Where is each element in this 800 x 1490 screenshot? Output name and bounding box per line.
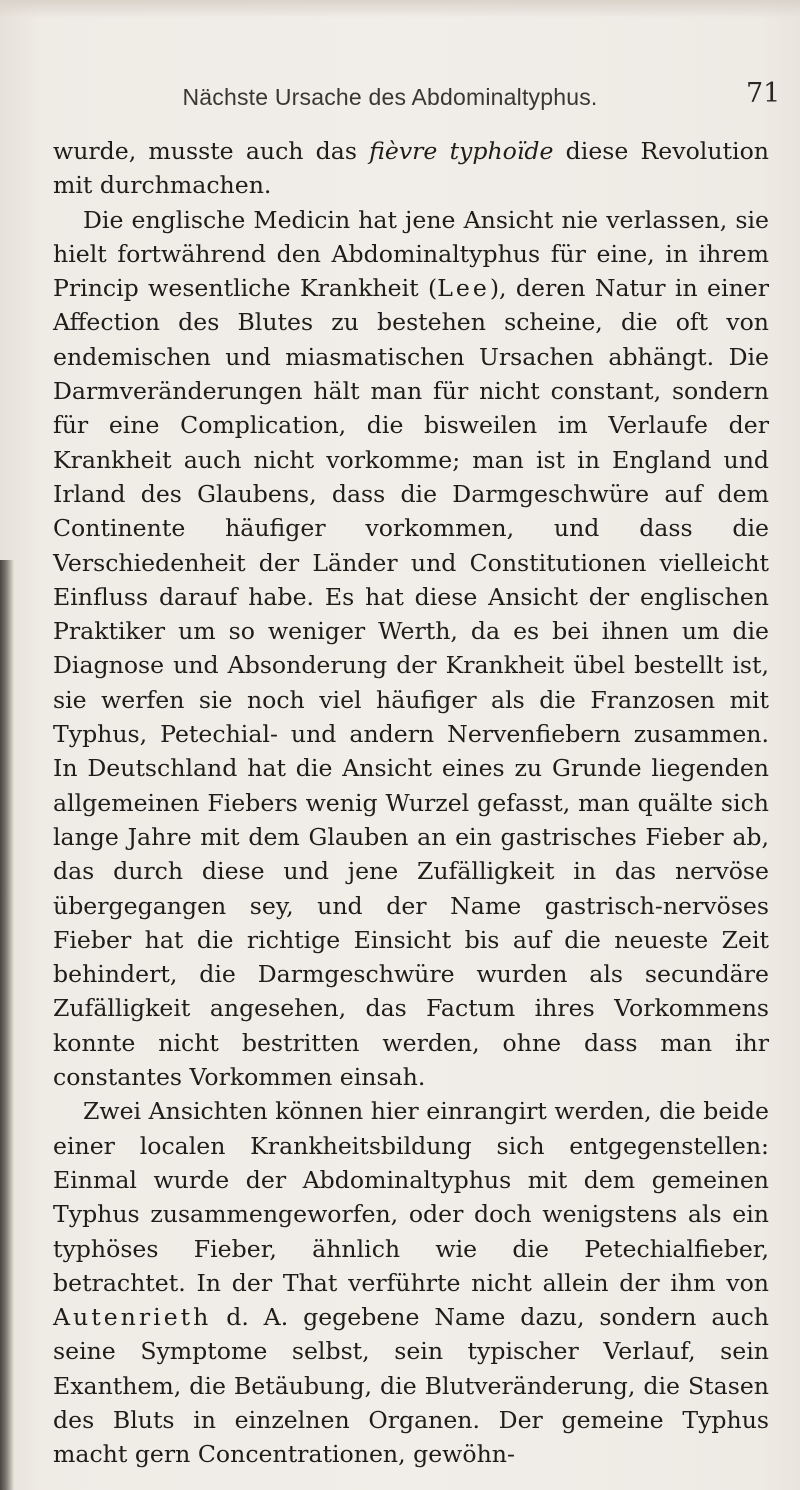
paragraph-3-trail: d. A. gegebene Name dazu, sondern auch seine Symptome selbst, sein typischer Verlauf, sein Exanthem, die Betäubung, die Blutveränderung, die Stasen des Bluts in einzelnen Organen. Der gemeine Typhus macht gern Concentrationen, gewöhn- [53,1303,769,1469]
author-name-lee: Lee [437,274,490,303]
page-top-edge [0,0,800,18]
body-text [53,134,769,1472]
paragraph-1 [53,134,769,203]
author-name-autenrieth: Autenrieth [53,1303,212,1332]
binding-shadow [0,560,14,1490]
page-number: 71 [746,78,781,109]
paragraph-2-trail: ), deren Natur in einer Affection des Blutes zu bestehen scheine, die oft von endemischen und miasmatischen Ursachen abhängt. Die Darmveränderungen hält man für nicht constant, sondern für eine Complication, die bisweilen im Verlaufe der Krankheit auch nicht vorkomme; man ist in England und Irland des Glaubens, dass die Darmgeschwüre auf dem Continente häufiger vorkommen, und dass die Verschiedenheit der Länder und Constitutionen vielleicht Einfluss darauf habe. Es hat diese Ansicht der englischen Praktiker um so weniger Werth, da es bei ihnen um die Diagnose und Absonderung der Krankheit übel bestellt ist, sie werfen sie noch viel häufiger als die Franzosen mit Typhus, Petechial- und andern Nervenfiebern zusammen. In Deutschland hat die Ansicht eines zu Grunde liegenden allgemeinen Fiebers wenig Wurzel gefasst, man quälte sich lange Jahre mit dem Glauben an ein gastrisches Fieber ab, das durch diese und jene Zufälligkeit in das nervöse übergegangen sey, und der Name gastrisch-nervöses Fieber hat die richtige Einsicht bis auf die neueste Zeit behindert, die Darmgeschwüre wurden als secundäre Zufälligkeit angesehen, das Factum ihres Vorkommens konnte nicht bestritten werden, ohne dass man ihr constantes Vorkommen einsah. [53,274,770,1092]
italic-term: fièvre typhoïde [369,137,554,165]
paragraph-2 [53,203,769,1095]
page-header [0,78,800,118]
paragraph-2-lead: Die englische Medicin hat jene Ansicht nie verlassen, sie hielt fortwährend den Abdominaltyphus für eine, in ihrem Princip wesentliche Krankheit ( [53,205,769,303]
paragraph-3 [53,1094,769,1471]
running-title: Nächste Ursache des Abdominaltyphus. [182,84,598,110]
paragraph-1-trail: diese Revolution mit durchmachen. [53,137,769,200]
paragraph-3-lead: Zwei Ansichten können hier einrangirt werden, die beide einer localen Krankheitsbildung sich entgegenstellen: Einmal wurde der Abdominaltyphus mit dem gemeinen Typhus zusammengeworfen, oder doch wenigstens als ein typhöses Fieber, ähnlich wie die Petechialfieber, betrachtet. In der That verführte nicht allein der ihm von [53,1097,769,1297]
paragraph-1-lead: wurde, musste auch das [53,137,370,165]
